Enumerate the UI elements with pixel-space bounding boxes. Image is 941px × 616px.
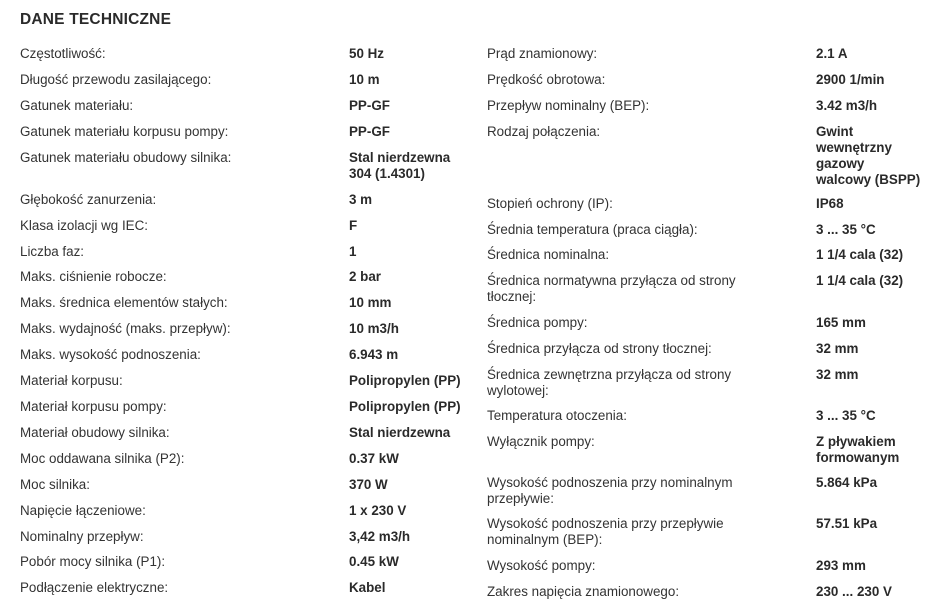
spec-label: Długość przewodu zasilającego: (20, 72, 212, 87)
spec-value: 32 mm (816, 341, 859, 356)
spec-value: 3 ... 35 °C (816, 222, 876, 237)
spec-label: Gatunek materiału obudowy silnika: (20, 150, 232, 165)
spec-value: 0.45 kW (349, 554, 399, 569)
spec-value: PP-GF (349, 124, 390, 139)
spec-label: Maks. wysokość podnoszenia: (20, 347, 201, 362)
spec-label: Maks. ciśnienie robocze: (20, 269, 167, 284)
spec-label: Klasa izolacji wg IEC: (20, 218, 149, 233)
spec-label: Liczba faz: (20, 244, 85, 259)
spec-label: Średnica przyłącza od strony tłocznej: (487, 341, 712, 356)
spec-label: Gatunek materiału: (20, 98, 134, 113)
spec-value: 10 m3/h (349, 321, 399, 336)
spec-value: 1 x 230 V (349, 503, 407, 518)
spec-value: Z pływakiem formowanym (816, 434, 900, 465)
spec-label: Wysokość podnoszenia przy przepływie nominalnym (BEP): (487, 516, 724, 547)
spec-value: 6.943 m (349, 347, 399, 362)
spec-label: Prąd znamionowy: (487, 46, 598, 61)
spec-value: Polipropylen (PP) (349, 373, 461, 388)
spec-value: 165 mm (816, 315, 866, 330)
spec-label: Średnia temperatura (praca ciągła): (487, 222, 698, 237)
spec-label: Wysokość pompy: (487, 558, 596, 573)
spec-value: 5.864 kPa (816, 475, 878, 490)
spec-label: Głębokość zanurzenia: (20, 192, 157, 207)
spec-label: Napięcie łączeniowe: (20, 503, 146, 518)
spec-value: 3.42 m3/h (816, 98, 878, 113)
spec-label: Prędkość obrotowa: (487, 72, 606, 87)
spec-label: Średnica pompy: (487, 315, 588, 330)
spec-value: 1 1/4 cala (32) (816, 273, 904, 288)
spec-value: 230 ... 230 V (816, 584, 892, 599)
spec-value: 32 mm (816, 367, 859, 382)
spec-label: Średnica zewnętrzna przyłącza od strony wylotowej: (487, 367, 732, 398)
spec-value: 10 mm (349, 295, 392, 310)
spec-label: Wyłącznik pompy: (487, 434, 595, 449)
spec-value: 57.51 kPa (816, 516, 878, 531)
spec-label: Zakres napięcia znamionowego: (487, 584, 680, 599)
spec-value: 50 Hz (349, 46, 384, 61)
spec-label: Podłączenie elektryczne: (20, 580, 169, 595)
spec-value: Kabel (349, 580, 386, 595)
spec-label: Moc oddawana silnika (P2): (20, 451, 185, 466)
spec-value: 10 m (349, 72, 380, 87)
spec-value: PP-GF (349, 98, 390, 113)
spec-label: Materiał korpusu: (20, 373, 123, 388)
spec-label: Temperatura otoczenia: (487, 408, 627, 423)
spec-label: Częstotliwość: (20, 46, 106, 61)
spec-value: 2.1 A (816, 46, 848, 61)
spec-label: Nominalny przepływ: (20, 529, 144, 544)
spec-value: Gwint wewnętrzny gazowy walcowy (BSPP) (816, 124, 921, 187)
spec-value: Stal nierdzewna (349, 425, 451, 440)
spec-value: 0.37 kW (349, 451, 399, 466)
spec-value: 1 1/4 cala (32) (816, 247, 904, 262)
spec-label: Przepływ nominalny (BEP): (487, 98, 650, 113)
spec-label: Pobór mocy silnika (P1): (20, 554, 166, 569)
spec-value: 3 m (349, 192, 373, 207)
spec-label: Średnica nominalna: (487, 247, 610, 262)
spec-value: Stal nierdzewna 304 (1.4301) (349, 150, 451, 181)
spec-value: 3 ... 35 °C (816, 408, 876, 423)
spec-label: Gatunek materiału korpusu pompy: (20, 124, 229, 139)
spec-label: Materiał obudowy silnika: (20, 425, 170, 440)
spec-value: F (349, 218, 358, 233)
spec-value: 293 mm (816, 558, 866, 573)
spec-label: Maks. średnica elementów stałych: (20, 295, 228, 310)
spec-label: Maks. wydajność (maks. przepływ): (20, 321, 231, 336)
spec-label: Rodzaj połączenia: (487, 124, 601, 139)
spec-value: Polipropylen (PP) (349, 399, 461, 414)
spec-value: 1 (349, 244, 357, 259)
spec-label: Średnica normatywna przyłącza od strony tłocznej: (487, 273, 736, 304)
spec-value: 2900 1/min (816, 72, 885, 87)
section-title: DANE TECHNICZNE (20, 11, 172, 28)
spec-value: IP68 (816, 196, 844, 211)
spec-value: 3,42 m3/h (349, 529, 411, 544)
spec-label: Materiał korpusu pompy: (20, 399, 167, 414)
spec-value: 2 bar (349, 269, 382, 284)
spec-label: Wysokość podnoszenia przy nominalnym przepływie: (487, 475, 733, 506)
spec-label: Stopień ochrony (IP): (487, 196, 613, 211)
spec-label: Moc silnika: (20, 477, 90, 492)
spec-value: 370 W (349, 477, 388, 492)
